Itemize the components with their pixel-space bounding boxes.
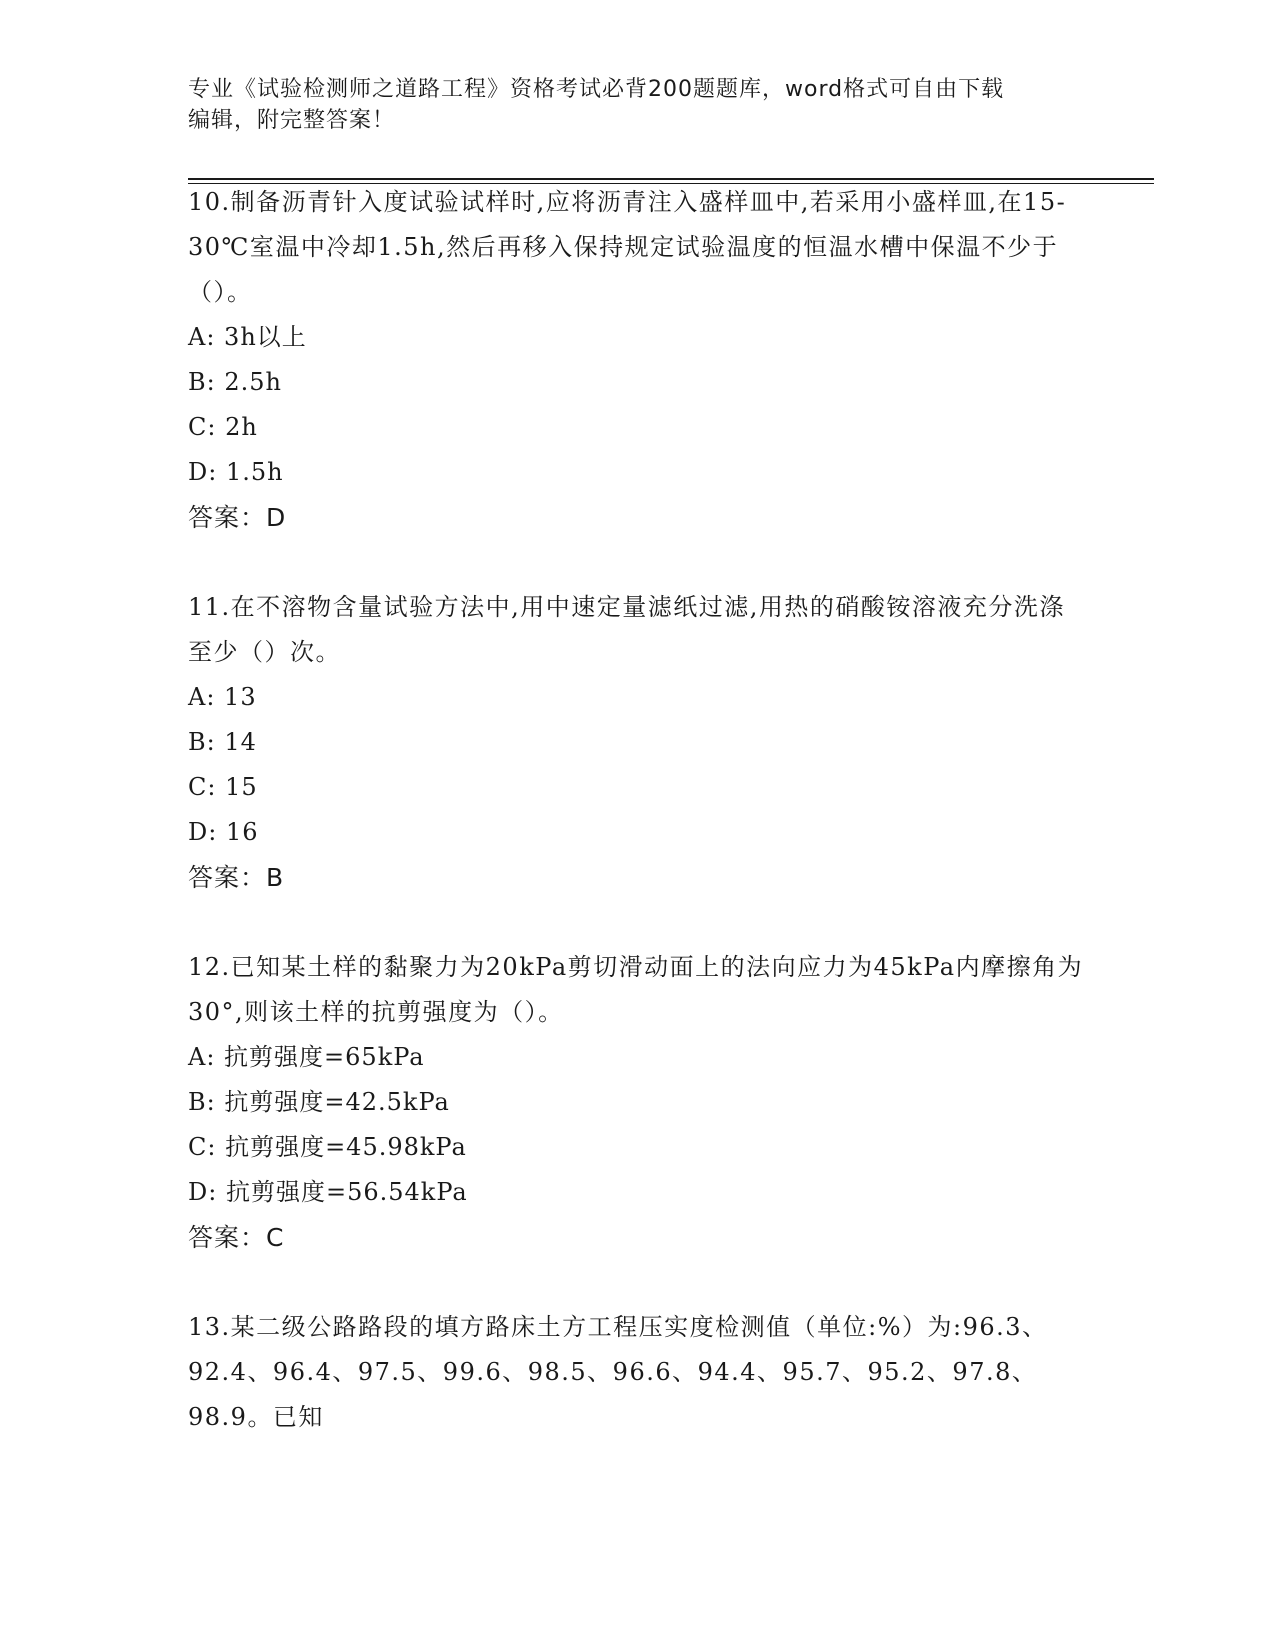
header-line-2: 编辑，附完整答案！ bbox=[188, 108, 396, 133]
question-stem: 11.在不溶物含量试验方法中,用中速定量滤纸过滤,用热的硝酸铵溶液充分洗涤至少（）次。 bbox=[188, 593, 1065, 666]
question-11 bbox=[188, 585, 1088, 901]
option-b: B: 抗剪强度=42.5kPa bbox=[188, 1088, 450, 1116]
question-stem: 10.制备沥青针入度试验试样时,应将沥青注入盛样皿中,若采用小盛样皿,在15-30℃室温中冷却1.5h,然后再移入保持规定试验温度的恒温水槽中保温不少于（）。 bbox=[188, 188, 1067, 306]
question-10 bbox=[188, 180, 1088, 541]
option-b: B: 14 bbox=[188, 728, 257, 756]
answer-line: 答案：D bbox=[188, 503, 287, 532]
option-a: A: 3h以上 bbox=[188, 323, 307, 351]
answer-line: 答案：B bbox=[188, 863, 285, 892]
option-a: A: 抗剪强度=65kPa bbox=[188, 1043, 425, 1071]
option-d: D: 1.5h bbox=[188, 458, 284, 486]
option-a: A: 13 bbox=[188, 683, 257, 711]
document-header bbox=[188, 74, 1088, 136]
option-c: C: 抗剪强度=45.98kPa bbox=[188, 1133, 467, 1161]
option-b: B: 2.5h bbox=[188, 368, 282, 396]
question-stem: 12.已知某土样的黏聚力为20kPa剪切滑动面上的法向应力为45kPa内摩擦角为30°,则该土样的抗剪强度为（）。 bbox=[188, 953, 1084, 1026]
question-stem: 13.某二级公路路段的填方路床土方工程压实度检测值（单位:%）为:96.3、92.4、96.4、97.5、99.6、98.5、96.6、94.4、95.7、95.2、97.8、98.9。已知 bbox=[188, 1313, 1048, 1431]
option-d: D: 抗剪强度=56.54kPa bbox=[188, 1178, 468, 1206]
question-13 bbox=[188, 1305, 1088, 1440]
option-c: C: 15 bbox=[188, 773, 258, 801]
question-12 bbox=[188, 945, 1088, 1261]
option-c: C: 2h bbox=[188, 413, 258, 441]
option-d: D: 16 bbox=[188, 818, 259, 846]
answer-line: 答案：C bbox=[188, 1223, 285, 1252]
header-line-1: 专业《试验检测师之道路工程》资格考试必背200题题库，word格式可自由下载 bbox=[188, 77, 1005, 102]
